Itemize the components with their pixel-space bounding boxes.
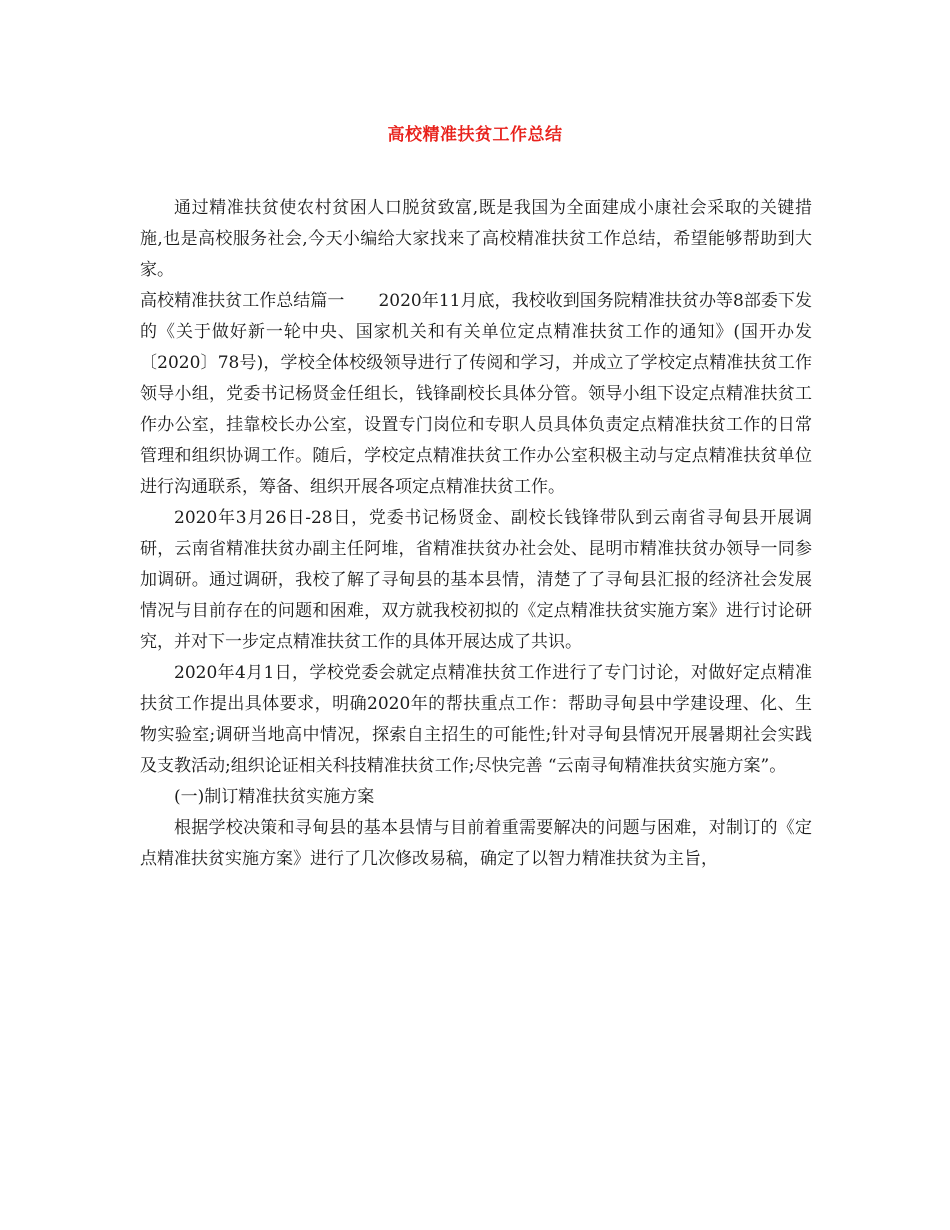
paragraph-party-meeting: 2020年4月1日，学校党委会就定点精准扶贫工作进行了专门讨论，对做好定点精准扶贫工作提出具体要求，明确2020年的帮扶重点工作：帮助寻甸县中学建设理、化、生物实验室;调研当地高中情况，探索自主招生的可能性;针对寻甸县情况开展暑期社会实践及支教活动;组织论证相关科技精准扶贫工作;尽快完善 “云南寻甸精准扶贫实施方案”。: [140, 663, 812, 776]
paragraph-section-one: 高校精准扶贫工作总结篇一 2020年11月底，我校收到国务院精准扶贫办等8部委下发的《关于做好新一轮中央、国家机关和有关单位定点精准扶贫工作的通知》(国开办发〔2020〕78号)，学校全体校级领导进行了传阅和学习，并成立了学校定点精准扶贫工作领导小组，党委书记杨贤金任组长，钱锋副校长具体分管。领导小组下设定点精准扶贫工作办公室，挂靠校长办公室，设置专门岗位和专职人员具体负责定点精准扶贫工作的日常管理和组织协调工作。随后，学校定点精准扶贫工作办公室积极主动与定点精准扶贫单位进行沟通联系，筹备、组织开展各项定点精准扶贫工作。: [140, 291, 812, 497]
subheading-plan: (一)制订精准扶贫实施方案: [174, 787, 375, 807]
paragraph-plan-revision: 根据学校决策和寻甸县的基本县情与目前着重需要解决的问题与困难，对制订的《定点精准扶贫实施方案》进行了几次修改易稿，确定了以智力精准扶贫为主旨，: [140, 818, 812, 869]
document-body: [140, 193, 812, 875]
paragraph-intro: 通过精准扶贫使农村贫困人口脱贫致富,既是我国为全面建成小康社会采取的关键措施,也是高校服务社会,今天小编给大家找来了高校精准扶贫工作总结，希望能够帮助到大家。: [140, 198, 812, 280]
paragraph-research-trip: 2020年3月26日-28日，党委书记杨贤金、副校长钱锋带队到云南省寻甸县开展调研，云南省精准扶贫办副主任阿堆，省精准扶贫办社会处、昆明市精准扶贫办领导一同参加调研。通过调研，我校了解了寻甸县的基本县情，清楚了了寻甸县汇报的经济社会发展情况与目前存在的问题和困难，双方就我校初拟的《定点精准扶贫实施方案》进行讨论研究，并对下一步定点精准扶贫工作的具体开展达成了共识。: [140, 508, 812, 652]
document-title: 高校精准扶贫工作总结: [387, 125, 563, 145]
